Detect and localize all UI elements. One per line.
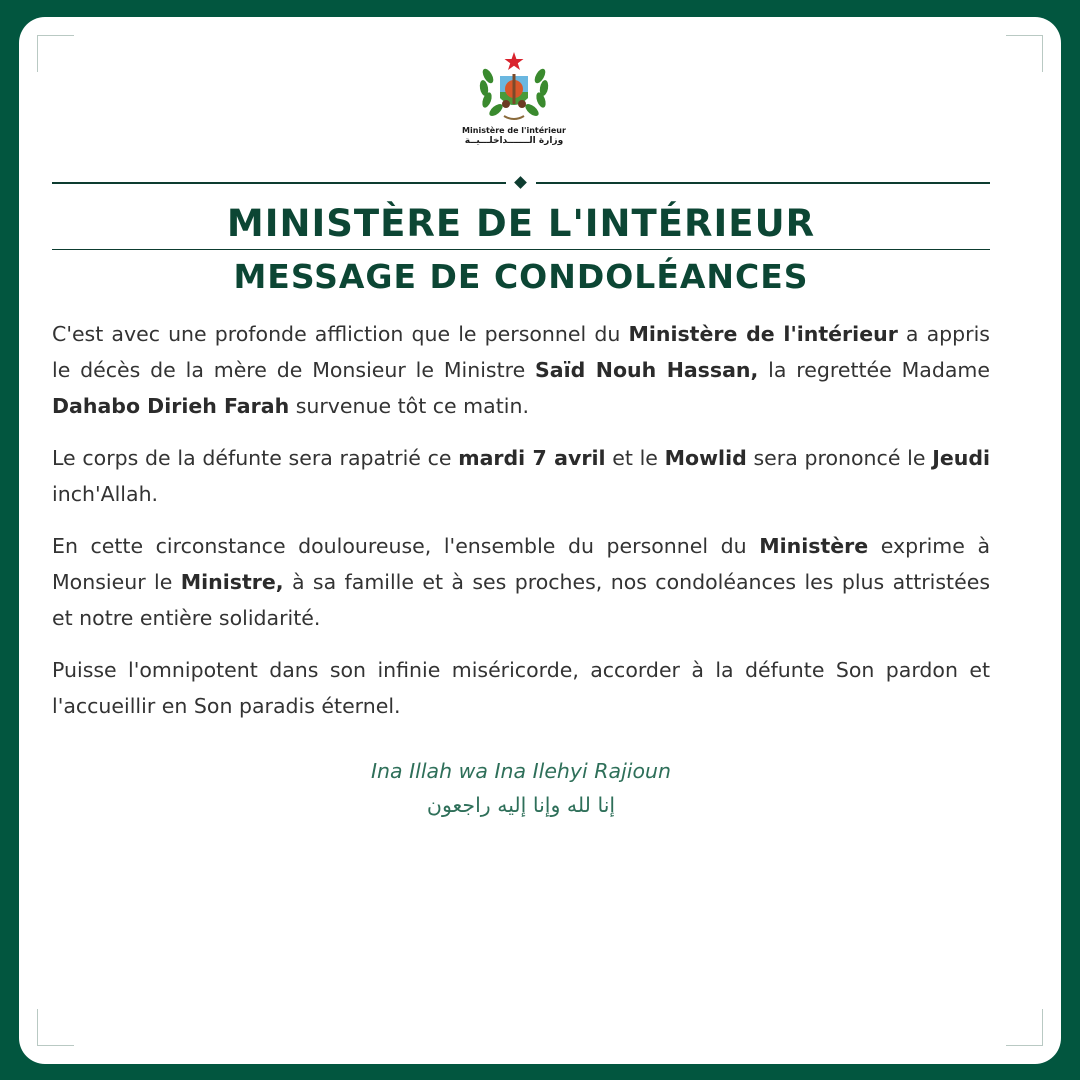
paragraph-2: Le corps de la défunte sera rapatrié ce mardi 7 avril et le Mowlid sera prononcé le Jeudi inch'Allah. bbox=[52, 446, 991, 506]
header-divider bbox=[52, 174, 990, 192]
page-subtitle: MESSAGE DE CONDOLÉANCES bbox=[233, 257, 809, 296]
minister-name: Saïd Nouh Hassan, bbox=[535, 358, 759, 382]
ministry-ref: Ministère bbox=[759, 534, 869, 558]
corner-ornament-bottom-left bbox=[37, 1009, 74, 1046]
diamond-ornament-icon bbox=[514, 176, 527, 189]
message-body bbox=[52, 316, 990, 740]
repatriation-date: mardi 7 avril bbox=[458, 446, 606, 470]
closing-prayer bbox=[52, 754, 990, 822]
emblem-icon bbox=[474, 46, 554, 124]
closing-arabic: إنا لله وإنا إليه راجعون bbox=[426, 793, 616, 817]
ministry-logo bbox=[452, 46, 576, 150]
ministry-name: Ministère de l'intérieur bbox=[628, 322, 898, 346]
logo-name-fr: Ministère de l'intérieur bbox=[462, 126, 566, 135]
deceased-name: Dahabo Dirieh Farah bbox=[52, 394, 290, 418]
minister-ref: Ministre, bbox=[180, 570, 284, 594]
corner-ornament-bottom-right bbox=[1006, 1009, 1043, 1046]
mowlid-day: Jeudi bbox=[932, 446, 991, 470]
corner-ornament-top-left bbox=[37, 35, 74, 72]
paragraph-4: Puisse l'omnipotent dans son infinie miséricorde, accorder à la défunte Son pardon et l'accueillir en Son paradis éternel. bbox=[52, 658, 990, 718]
title-rule bbox=[52, 249, 990, 250]
closing-latin: Ina Illah wa Ina Ilehyi Rajioun bbox=[370, 759, 671, 783]
corner-ornament-top-right bbox=[1006, 35, 1043, 72]
mowlid: Mowlid bbox=[664, 446, 747, 470]
paragraph-1: C'est avec une profonde affliction que le personnel du Ministère de l'intérieur a appris le décès de la mère de Monsieur le Ministre Saïd Nouh Hassan, la regrettée Madame Dahabo Dirieh Farah survenue tôt ce matin. bbox=[52, 322, 990, 418]
logo-name-ar: وزارة الـــــــداخلـــيــة bbox=[464, 136, 564, 146]
paragraph-3: En cette circonstance douloureuse, l'ensemble du personnel du Ministère exprime à Monsieur le Ministre, à sa famille et à ses proches, nos condoléances les plus attristées et notre entière solidarité. bbox=[52, 534, 991, 630]
page-title: MINISTÈRE DE L'INTÉRIEUR bbox=[226, 202, 816, 245]
